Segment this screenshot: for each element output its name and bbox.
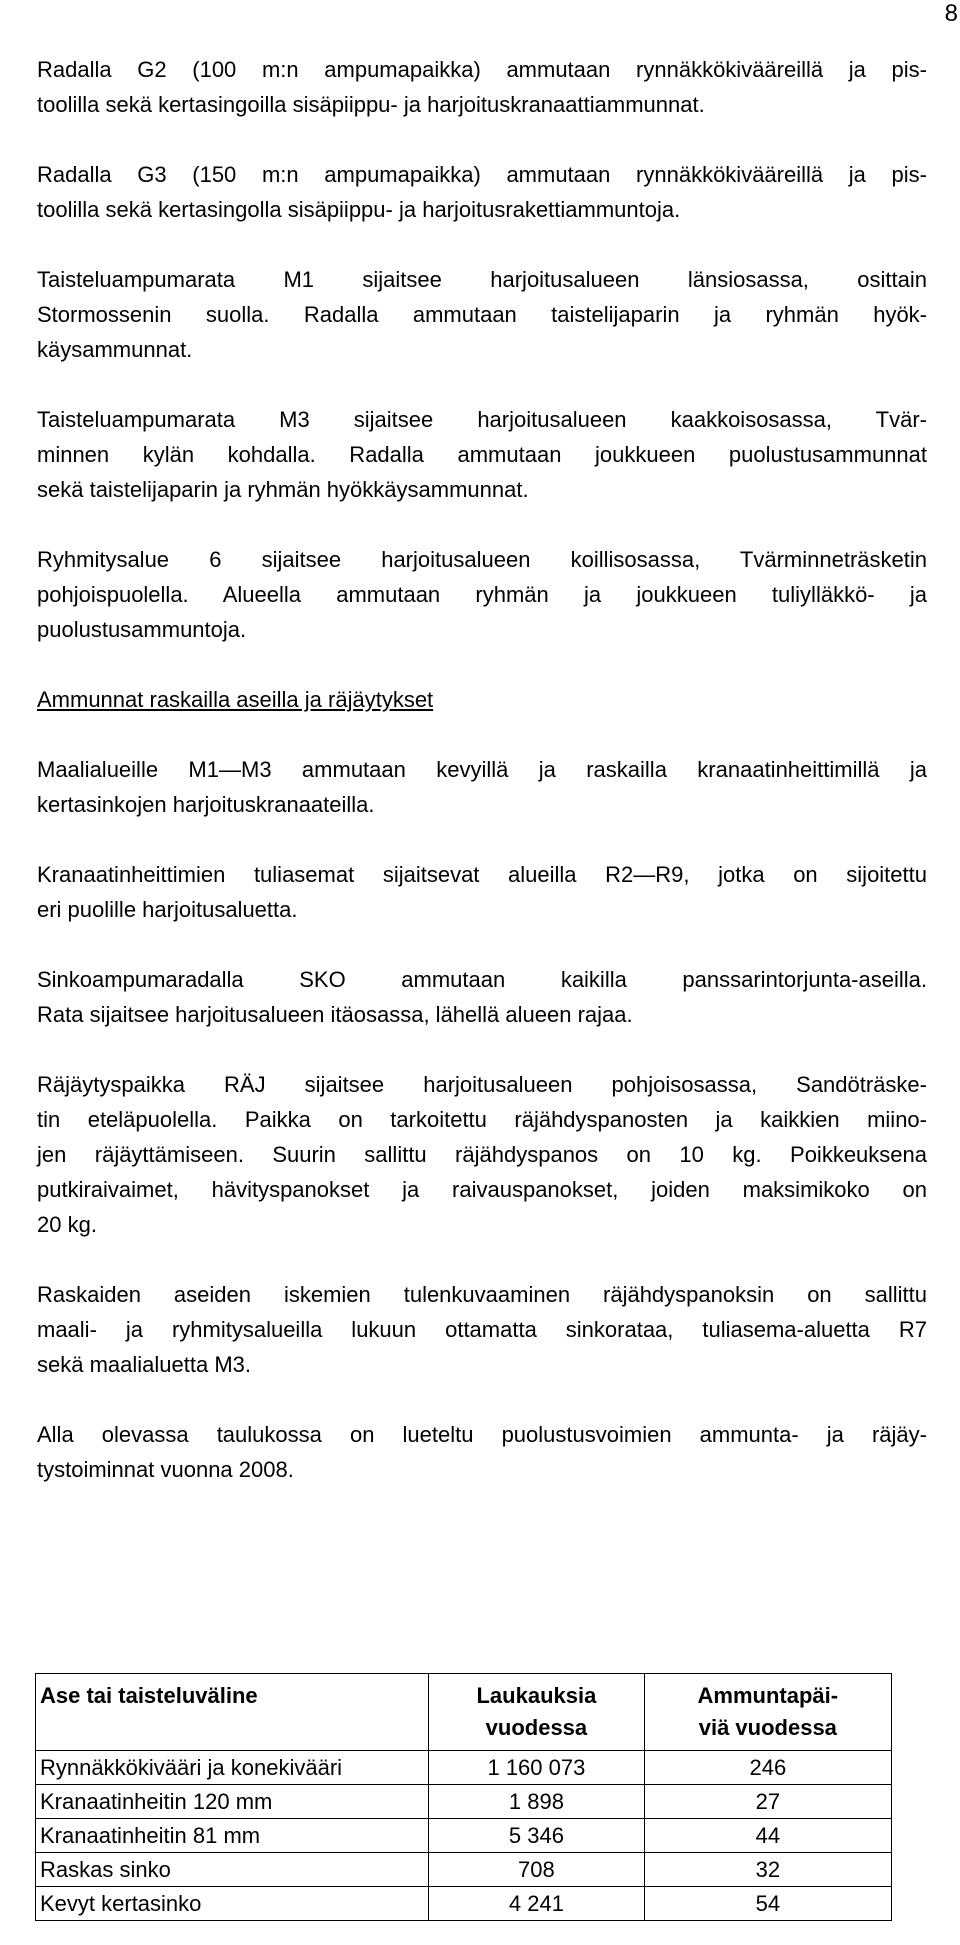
table-row	[36, 1785, 892, 1819]
cell-shots: 5 346	[429, 1819, 645, 1853]
paragraph-target-areas	[37, 752, 927, 822]
table-row	[36, 1819, 892, 1853]
header-days-per-year	[644, 1674, 891, 1751]
paragraph-table-intro	[37, 1417, 927, 1487]
paragraph-demolition-site	[37, 1067, 927, 1242]
text-line: Rata sijaitsee harjoitusalueen itäosassa, lähellä alueen rajaa.	[37, 1002, 633, 1027]
text-line: Stormossenin suolla. Radalla ammutaan taistelijaparin ja ryhmän hyök-	[37, 302, 927, 327]
text-line: Maalialueille M1—M3 ammutaan kevyillä ja raskailla kranaatinheittimillä ja	[37, 757, 927, 782]
text-line: toolilla sekä kertasingolla sisäpiippu- ja harjoitusrakettiammuntoja.	[37, 197, 681, 222]
text-line: Raskaiden aseiden iskemien tulenkuvaaminen räjähdyspanoksin on sallittu	[37, 1282, 927, 1307]
paragraph-mortar-positions	[37, 857, 927, 927]
paragraph-g3-range	[37, 157, 927, 227]
text-line: Taisteluampumarata M3 sijaitsee harjoitusalueen kaakkoisosassa, Tvär-	[37, 407, 927, 432]
text-line: Kranaatinheittimien tuliasemat sijaitsevat alueilla R2—R9, jotka on sijoitettu	[37, 862, 927, 887]
cell-days: 44	[644, 1819, 891, 1853]
text-line: tin eteläpuolella. Paikka on tarkoitettu räjähdyspanosten ja kaikkien miino-	[37, 1107, 927, 1132]
cell-weapon: Kranaatinheitin 81 mm	[36, 1819, 429, 1853]
cell-weapon: Kranaatinheitin 120 mm	[36, 1785, 429, 1819]
cell-shots: 1 160 073	[429, 1751, 645, 1785]
header-shots-line1: Laukauksia	[476, 1683, 597, 1708]
paragraph-area-6	[37, 542, 927, 647]
cell-days: 27	[644, 1785, 891, 1819]
header-shots-per-year	[429, 1674, 645, 1751]
text-line: toolilla sekä kertasingoilla sisäpiippu- ja harjoituskranaattiammunnat.	[37, 92, 705, 117]
paragraph-m3-range	[37, 402, 927, 507]
table-row	[36, 1853, 892, 1887]
text-line: tystoiminnat vuonna 2008.	[37, 1457, 294, 1482]
cell-days: 32	[644, 1853, 891, 1887]
text-line: Räjäytyspaikka RÄJ sijaitsee harjoitusalueen pohjoisosassa, Sandöträske-	[37, 1072, 927, 1097]
cell-days: 246	[644, 1751, 891, 1785]
text-line: kertasinkojen harjoituskranaateilla.	[37, 792, 375, 817]
text-line: Radalla G2 (100 m:n ampumapaikka) ammutaan rynnäkkökivääreillä ja pis-	[37, 57, 927, 82]
table-row	[36, 1751, 892, 1785]
cell-shots: 4 241	[429, 1887, 645, 1921]
document-body	[37, 52, 927, 1522]
paragraph-impact-simulation	[37, 1277, 927, 1382]
text-line: putkiraivaimet, hävityspanokset ja raivauspanokset, joiden maksimikoko on	[37, 1177, 927, 1202]
page-number: 8	[944, 0, 958, 27]
text-line: sekä maalialuetta M3.	[37, 1352, 251, 1377]
cell-weapon: Kevyt kertasinko	[36, 1887, 429, 1921]
paragraph-g2-range	[37, 52, 927, 122]
header-shots-line2: vuodessa	[485, 1715, 588, 1740]
text-line: minnen kylän kohdalla. Radalla ammutaan joukkueen puolustusammunnat	[37, 442, 927, 467]
paragraph-m1-range	[37, 262, 927, 367]
table-header-row	[36, 1674, 892, 1751]
text-line: maali- ja ryhmitysalueilla lukuun ottamatta sinkorataa, tuliasema-aluetta R7	[37, 1317, 927, 1342]
text-line: puolustusammuntoja.	[37, 617, 247, 642]
text-line: käysammunnat.	[37, 337, 193, 362]
firing-activities-table	[35, 1673, 892, 1921]
header-weapon: Ase tai taisteluväline	[36, 1674, 429, 1751]
header-days-line2: viä vuodessa	[698, 1715, 837, 1740]
text-line: jen räjäyttämiseen. Suurin sallittu räjähdyspanos on 10 kg. Poikkeuksena	[37, 1142, 927, 1167]
text-line: Alla olevassa taulukossa on lueteltu puolustusvoimien ammunta- ja räjäy-	[37, 1422, 927, 1447]
text-line: pohjoispuolella. Alueella ammutaan ryhmän ja joukkueen tuliylläkkö- ja	[37, 582, 927, 607]
text-line: Ryhmitysalue 6 sijaitsee harjoitusalueen koillisosassa, Tvärminneträsketin	[37, 547, 927, 572]
text-line: 20 kg.	[37, 1212, 97, 1237]
header-days-line1: Ammuntapäi-	[697, 1683, 839, 1708]
text-line: sekä taistelijaparin ja ryhmän hyökkäysammunnat.	[37, 477, 529, 502]
text-line: eri puolille harjoitusaluetta.	[37, 897, 298, 922]
cell-shots: 1 898	[429, 1785, 645, 1819]
cell-weapon: Raskas sinko	[36, 1853, 429, 1887]
cell-weapon: Rynnäkkökivääri ja konekivääri	[36, 1751, 429, 1785]
paragraph-sko-range	[37, 962, 927, 1032]
cell-shots: 708	[429, 1853, 645, 1887]
text-line: Sinkoampumaradalla SKO ammutaan kaikilla panssarintorjunta-aseilla.	[37, 967, 927, 992]
section-heading: Ammunnat raskailla aseilla ja räjäytykset	[37, 687, 434, 712]
text-line: Radalla G3 (150 m:n ampumapaikka) ammutaan rynnäkkökivääreillä ja pis-	[37, 162, 927, 187]
table-row	[36, 1887, 892, 1921]
text-line: Taisteluampumarata M1 sijaitsee harjoitusalueen länsiosassa, osittain	[37, 267, 927, 292]
cell-days: 54	[644, 1887, 891, 1921]
